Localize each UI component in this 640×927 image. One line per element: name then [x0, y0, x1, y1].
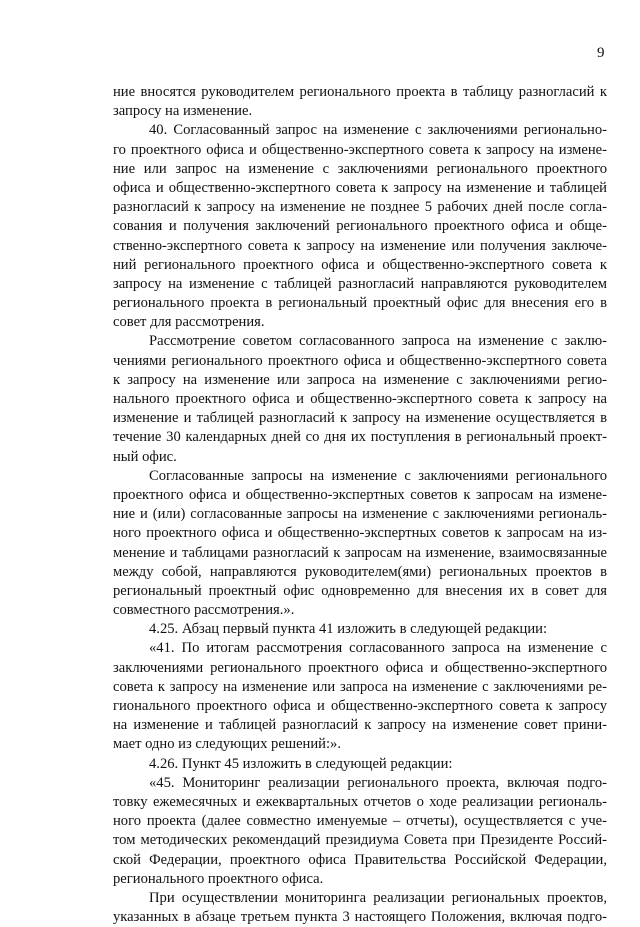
text-line: мает одно из следующих решений:». [113, 736, 341, 753]
text-line: на изменение и таблицей разногласий к запросу на изменение совет прини- [113, 717, 607, 734]
text-line: 4.25. Абзац первый пункта 41 изложить в следующей редакции: [149, 621, 548, 638]
text-line: регионального проектного офиса. [113, 870, 324, 887]
text-line: совместного рассмотрения.». [113, 602, 295, 619]
text-line: Рассмотрение советом согласованного запроса на изменение с заклю- [149, 333, 607, 350]
text-line: между собой, направляются руководителем(ями) региональных проектов в [113, 563, 607, 580]
text-line: 40. Согласованный запрос на изменение с заключениями регионально- [149, 122, 607, 139]
text-line: При осуществлении мониторинга реализации региональных проектов, [149, 889, 607, 906]
text-line: товку ежемесячных и ежеквартальных отчетов о ходе реализации региональ- [113, 793, 607, 810]
text-line: ного проектного офиса и общественно-экспертных советов к запросам на из- [113, 525, 607, 542]
text-line: течение 30 календарных дней со дня их поступления в региональный проект- [113, 429, 607, 446]
text-line: ние вносятся руководителем регионального проекта в таблицу разногласий к [113, 84, 607, 100]
text-line: Согласованные запросы на изменение с заключениями регионального [149, 467, 607, 484]
text-line: «45. Мониторинг реализации регионального проекта, включая подго- [149, 774, 607, 791]
text-line: том методических рекомендаций президиума Совета при Президенте Россий- [113, 832, 607, 849]
text-line: запросу на изменение. [113, 103, 253, 120]
text-line: ние или запрос на изменение с заключениями регионального проектного [113, 160, 607, 177]
text-line: заключениями регионального проектного офиса и общественно-экспертного [113, 659, 607, 676]
text-line: «41. По итогам рассмотрения согласованного запроса на изменение с [149, 640, 607, 657]
text-line: нального проектного офиса и общественно-экспертного совета к запросу на [113, 391, 607, 407]
text-line: офиса и общественно-экспертного совета к запросу на изменение и таблицей [113, 179, 607, 196]
text-line: менение и таблицами разногласий к запросам на изменение, взаимосвязанные [113, 544, 607, 561]
text-line: проектного офиса и общественно-экспертных советов к запросам на измене- [113, 486, 607, 503]
text-line: совет для рассмотрения. [113, 314, 265, 331]
text-line: чениями регионального проектного офиса и общественно-экспертного совета [113, 352, 607, 369]
text-line: ние и (или) согласованные запросы на изменение с заключениями региональ- [113, 506, 607, 523]
text-line: совета к запросу на изменение или запроса на изменение с заключениями ре- [113, 678, 607, 695]
text-line: региональный проектный офис одновременно для внесения их в совет для [113, 582, 607, 599]
document-body [113, 83, 607, 927]
text-line: ного проекта (далее совместно именуемые – отчеты), осуществляется с уче- [113, 813, 607, 830]
text-line: разногласий к запросу на изменение не позднее 5 рабочих дней после согла- [113, 199, 607, 216]
text-line: го проектного офиса и общественно-экспертного совета к запросу на измене- [113, 141, 607, 158]
text-line: гионального проектного офиса и общественно-экспертного совета к запросу [113, 698, 607, 714]
text-line: сования и получения заключений регионального проектного офиса и обще- [113, 218, 607, 235]
text-line: регионального проекта в региональный проектный офис для внесения его в [113, 295, 607, 312]
text-line: ний регионального проектного офиса и общественно-экспертного совета к [113, 256, 607, 273]
text-line: ской Федерации, проектного офиса Правительства Российской Федерации, [113, 851, 607, 868]
text-line: ственно-экспертного совета к запросу на изменение или получения заключе- [113, 237, 607, 254]
text-line: указанных в абзаце третьем пункта 3 настоящего Положения, включая подго- [113, 909, 607, 926]
text-line: к запросу на изменение или запроса на изменение с заключениями регио- [113, 371, 607, 388]
text-line: изменение и таблицей разногласий к запросу на изменение осуществляется в [113, 410, 607, 427]
text-line: ный офис. [113, 448, 177, 465]
text-line: запросу на изменение с таблицей разногласий направляются руководителем [113, 275, 607, 292]
page-number: 9 [597, 45, 605, 61]
text-line: 4.26. Пункт 45 изложить в следующей редакции: [149, 755, 453, 772]
